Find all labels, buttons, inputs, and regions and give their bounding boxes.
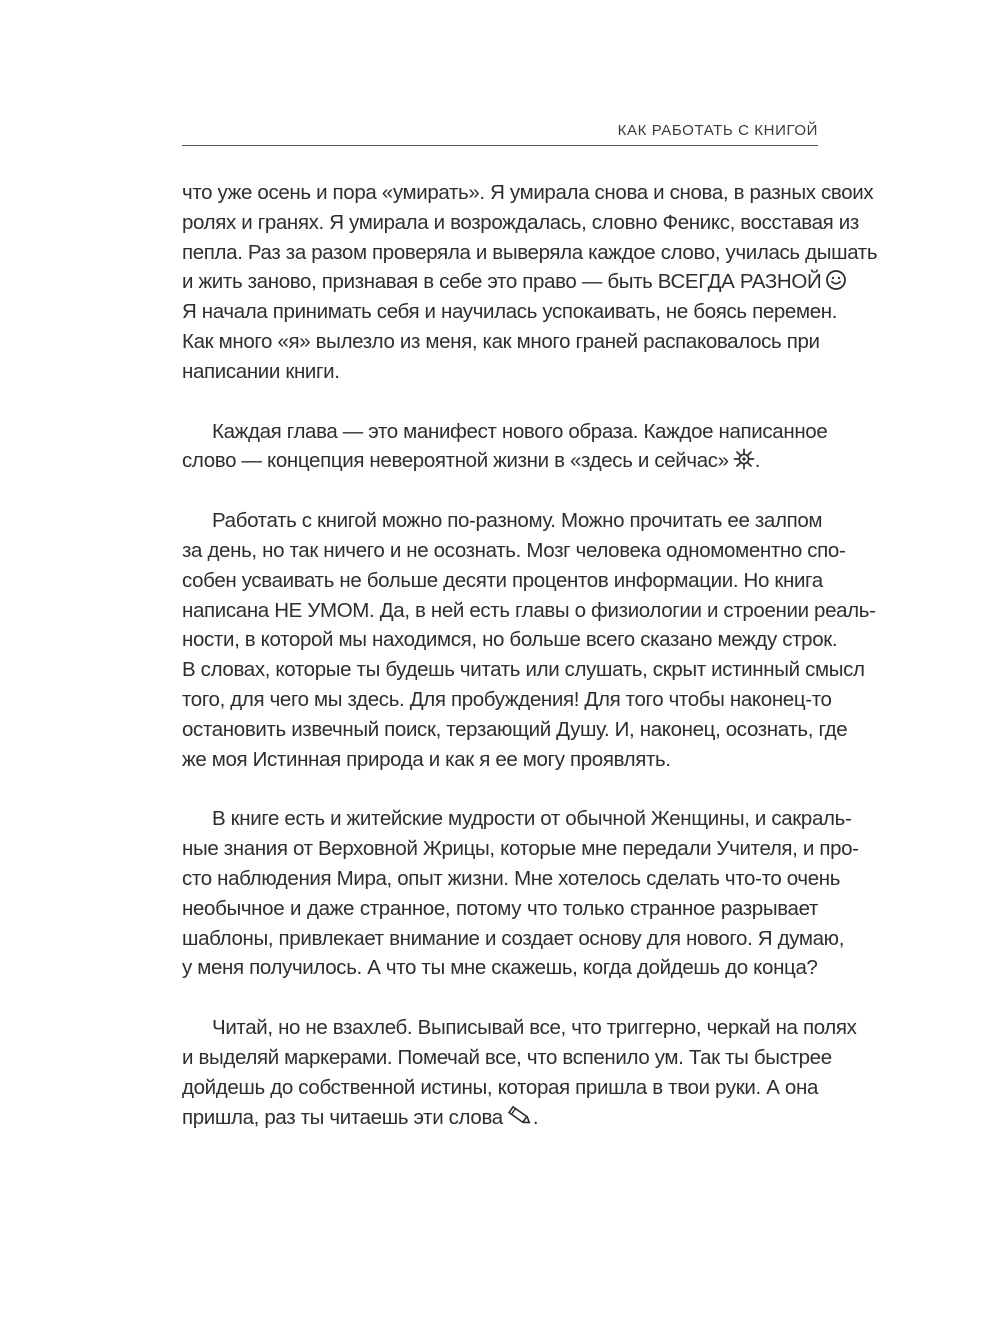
text-line-with-icon [182,1103,818,1133]
text-line: Работать с книгой можно по-разному. Можно прочитать ее залпом [212,509,823,533]
text-line: В книге есть и житейские мудрости от обычной Женщины, и сакраль- [212,807,852,831]
text-line: пепла. Раз за разом проверяла и выверяла каждое слово, училась дышать [182,240,878,264]
smiley-icon [825,269,847,300]
text-line: необычное и даже странное, потому что только странное разрывает [182,896,818,920]
text-line: написании книги. [182,359,340,383]
text-line: остановить извечный поиск, терзающий Душу. И, наконец, осознать, где [182,717,848,741]
text-line: собен усваивать не больше десяти процентов информации. Но книга [182,568,823,592]
text-line: В словах, которые ты будешь читать или слушать, скрыт истинный смысл [182,658,865,682]
paragraph-5 [182,1013,857,1132]
paragraph-1 [182,178,878,387]
pencil-icon [507,1105,533,1136]
sparkle-icon [733,448,755,479]
text-line: ные знания от Верховной Жрицы, которые мне передали Учителя, и про- [182,837,859,861]
text-line: написана НЕ УМОМ. Да, в ней есть главы о физиологии и строении реаль- [182,598,876,622]
text-line-content: пришла, раз ты читаешь эти слова [182,1105,503,1129]
paragraph-2 [182,417,828,477]
paragraph-4 [182,804,859,983]
text-line: за день, но так ничего и не осознать. Мозг человека одномоментно спо- [182,538,846,562]
header-rule [182,145,818,146]
text-line: и выделяй маркерами. Помечай все, что вспенило ум. Так ты быстрее [182,1045,832,1069]
paragraph-3 [182,506,876,774]
text-line: того, для чего мы здесь. Для пробуждения! Для того чтобы наконец-то [182,687,832,711]
body-text [182,178,878,1162]
text-line: сто наблюдения Мира, опыт жизни. Мне хотелось сделать что-то очень [182,866,841,890]
running-head [182,122,818,144]
text-line: дойдешь до собственной истины, которая пришла в твои руки. А она [182,1075,818,1099]
text-line-with-icon [182,446,818,476]
text-line: шаблоны, привлекает внимание и создает основу для нового. Я думаю, [182,926,845,950]
text-line-content: слово — концепция невероятной жизни в «здесь и сейчас» [182,449,729,473]
text-line: Читай, но не взахлеб. Выписывай все, что триггерно, черкай на полях [212,1016,857,1040]
text-line: ности, в которой мы находимся, но больше всего сказано между строк. [182,628,838,652]
sentence-end: . [754,449,761,473]
text-line: ролях и гранях. Я умирала и возрождалась, словно Феникс, восставая из [182,210,859,234]
text-line-content: и жить заново, признавая в себе это право — быть ВСЕГДА РАЗНОЙ [182,270,822,294]
text-line-with-icon [182,267,822,297]
text-line: Я начала принимать себя и научилась успокаивать, не боясь перемен. [182,300,838,324]
running-head-title: КАК РАБОТАТЬ С КНИГОЙ [617,122,818,139]
sentence-end: . [532,1105,539,1129]
text-line: у меня получилось. А что ты мне скажешь, когда дойдешь до конца? [182,956,818,980]
text-line: же моя Истинная природа и как я ее могу проявлять. [182,747,671,771]
text-line: Как много «я» вылезло из меня, как много граней распаковалось при [182,329,820,353]
text-line: Каждая глава — это манифест нового образа. Каждое написанное [212,419,828,443]
text-line: что уже осень и пора «умирать». Я умирала снова и снова, в разных своих [182,181,874,204]
